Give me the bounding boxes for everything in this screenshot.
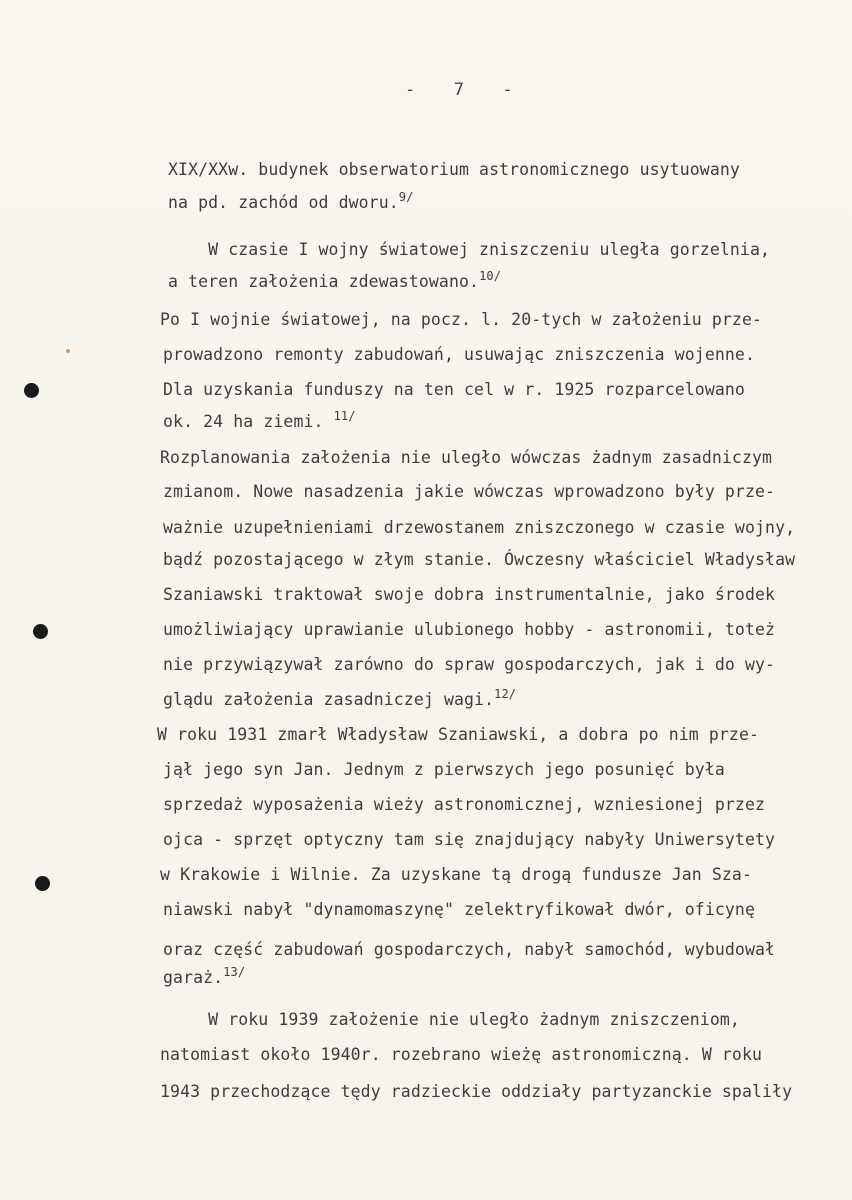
text-line — [163, 687, 517, 710]
text-line — [160, 448, 772, 468]
line-text: glądu założenia zasadniczej wagi. — [163, 690, 495, 709]
text-line — [163, 900, 755, 920]
line-text: W roku 1939 założenie nie uległo żadnym zniszczeniom, — [168, 1010, 740, 1029]
line-text: a teren założenia zdewastowano. — [168, 272, 480, 291]
footnote-ref: 13/ — [223, 965, 246, 979]
line-text: umożliwiający uprawianie ulubionego hobby - astronomii, toteż — [163, 620, 776, 639]
text-line — [163, 482, 775, 502]
text-line — [163, 655, 775, 675]
text-line — [163, 965, 246, 988]
footnote-ref: 12/ — [494, 687, 517, 701]
paper-speck — [66, 349, 70, 353]
text-line — [168, 160, 740, 180]
line-text: bądź pozostającego w złym stanie. Ówczesny właściciel Władysław — [163, 550, 796, 569]
text-line — [163, 795, 765, 815]
text-line — [163, 830, 775, 850]
line-text: prowadzono remonty zabudowań, usuwając zniszczenia wojenne. — [163, 345, 755, 364]
text-line — [160, 1082, 792, 1102]
text-line — [168, 1010, 740, 1030]
text-line — [163, 345, 755, 365]
text-line — [163, 940, 775, 960]
line-text: jął jego syn Jan. Jednym z pierwszych jego posunięć była — [163, 760, 725, 779]
line-text: 1943 przechodzące tędy radzieckie oddziały partyzanckie spaliły — [160, 1082, 793, 1101]
text-line — [160, 865, 752, 885]
text-line — [163, 620, 775, 640]
text-line — [163, 550, 795, 570]
text-line — [163, 760, 725, 780]
line-text: ok. 24 ha ziemi. — [163, 412, 334, 431]
line-text: XIX/XXw. budynek obserwatorium astronomicznego usytuowany — [168, 160, 740, 179]
footnote-ref: 11/ — [333, 409, 356, 423]
line-text: W roku 1931 zmarł Władysław Szaniawski, a dobra po nim prze- — [157, 725, 760, 744]
line-text: Rozplanowania założenia nie uległo wówczas żadnym zasadniczym — [160, 448, 773, 467]
line-text: niawski nabył "dynamomaszynę" zelektryfikował dwór, oficynę — [163, 900, 755, 919]
page-number: - 7 - — [405, 80, 519, 100]
line-text: Szaniawski traktował swoje dobra instrumentalnie, jako środek — [163, 585, 776, 604]
line-text: na pd. zachód od dworu. — [168, 193, 399, 212]
line-text: ważnie uzupełnieniami drzewostanem zniszczonego w czasie wojny, — [163, 518, 796, 537]
punch-hole — [33, 624, 48, 639]
line-text: ojca - sprzęt optyczny tam się znajdujący nabyły Uniwersytety — [163, 830, 776, 849]
text-line — [168, 190, 414, 213]
text-line — [157, 725, 759, 745]
text-line — [168, 240, 770, 260]
line-text: Dla uzyskania funduszy na ten cel w r. 1925 rozparcelowano — [163, 380, 745, 399]
line-text: sprzedaż wyposażenia wieży astronomicznej, wzniesionej przez — [163, 795, 766, 814]
line-text: W czasie I wojny światowej zniszczeniu uległa gorzelnia, — [168, 240, 771, 259]
text-line — [163, 409, 356, 432]
punch-hole — [35, 876, 50, 891]
punch-hole — [24, 383, 39, 398]
line-text: zmianom. Nowe nasadzenia jakie wówczas wprowadzono były prze- — [163, 482, 776, 501]
footnote-ref: 10/ — [479, 269, 502, 283]
line-text: nie przywiązywał zarówno do spraw gospodarczych, jak i do wy- — [163, 655, 776, 674]
text-line — [163, 380, 745, 400]
text-line — [160, 1045, 762, 1065]
text-line — [163, 585, 775, 605]
line-text: Po I wojnie światowej, na pocz. l. 20-tych w założeniu prze- — [160, 310, 763, 329]
line-text: oraz część zabudowań gospodarczych, nabył samochód, wybudował — [163, 940, 776, 959]
line-text: garaż. — [163, 968, 224, 987]
text-line — [163, 518, 795, 538]
footnote-ref: 9/ — [398, 190, 414, 204]
text-line — [160, 310, 762, 330]
line-text: natomiast około 1940r. rozebrano wieżę astronomiczną. W roku — [160, 1045, 763, 1064]
text-line — [168, 269, 502, 292]
line-text: w Krakowie i Wilnie. Za uzyskane tą drogą fundusze Jan Sza- — [160, 865, 752, 884]
